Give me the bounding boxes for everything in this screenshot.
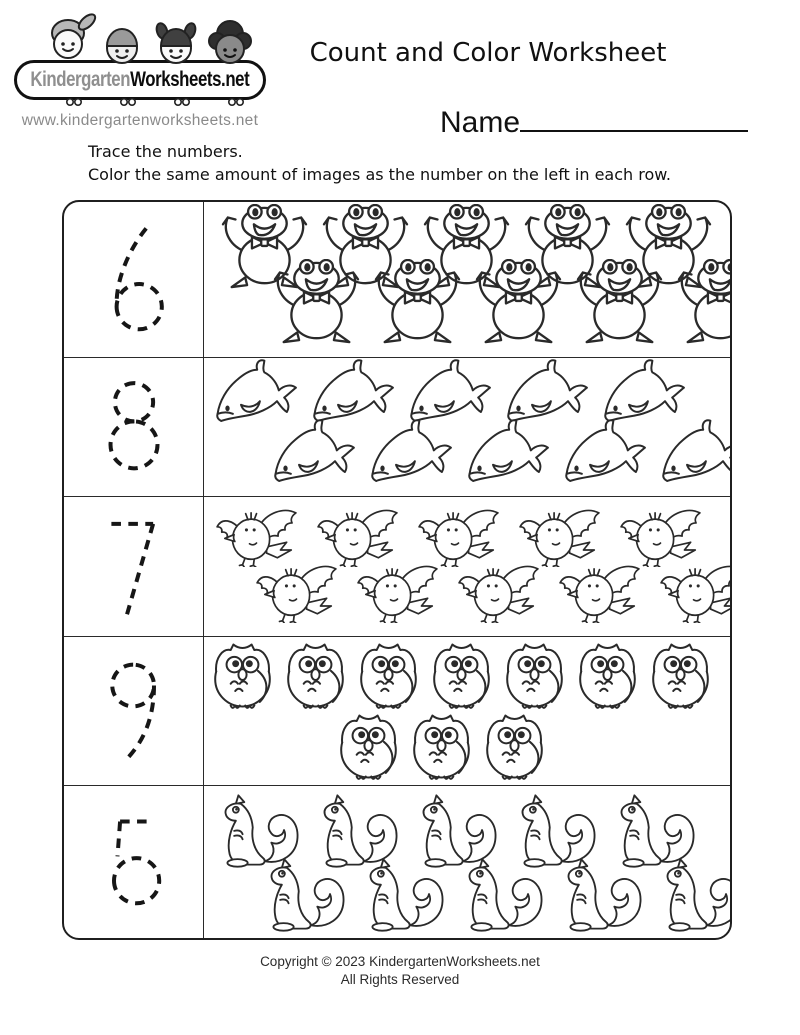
animal-cell-owl: [204, 637, 730, 785]
dashed-digit-9: [94, 647, 174, 774]
animal-sub-row-bottom: [332, 711, 730, 782]
copyright-text: Copyright © 2023 KindergartenWorksheets.net: [260, 954, 540, 969]
dolphin-image[interactable]: [652, 418, 730, 490]
kid-girl-pigtails: [155, 22, 197, 63]
frog-image[interactable]: [266, 259, 367, 344]
squirrel-image[interactable]: [553, 856, 652, 932]
rights-text: All Rights Reserved: [340, 972, 460, 988]
animal-cell-dolphin: [204, 358, 730, 496]
name-line: [440, 98, 748, 140]
dashed-digit-8: [94, 368, 174, 487]
dashed-digit-7: [94, 507, 174, 626]
owl-image[interactable]: [478, 711, 551, 782]
owl-image[interactable]: [498, 640, 571, 711]
kids-illustration: [14, 8, 266, 66]
page-title: Count and Color Worksheet: [309, 38, 667, 68]
footer: [0, 953, 800, 989]
owl-image[interactable]: [352, 640, 425, 711]
owl-image[interactable]: [206, 640, 279, 711]
logo-brand-gray: Kindergarten: [30, 68, 131, 91]
worksheet-row-frog: [64, 202, 730, 357]
dolphin-image[interactable]: [361, 418, 458, 490]
name-label: Name: [440, 106, 521, 139]
squirrel-image[interactable]: [652, 856, 730, 932]
dashed-digit-5: [94, 797, 174, 928]
trace-number-6[interactable]: [64, 202, 204, 357]
owl-image[interactable]: [332, 711, 405, 782]
trace-number-9[interactable]: [64, 637, 204, 785]
instructions: [88, 141, 748, 186]
worksheet-table: [62, 200, 732, 940]
animal-cell-bird: [204, 497, 730, 635]
frog-image[interactable]: [569, 259, 670, 344]
trace-number-5[interactable]: [64, 786, 204, 938]
bird-image[interactable]: [246, 555, 347, 623]
bird-image[interactable]: [347, 555, 448, 623]
animal-sub-row-bottom: [256, 856, 730, 932]
frog-image[interactable]: [468, 259, 569, 344]
dolphin-image[interactable]: [264, 418, 361, 490]
kid-girl-ponytail: [52, 12, 98, 58]
worksheet-row-squirrel: [64, 785, 730, 938]
owl-image[interactable]: [425, 640, 498, 711]
kid-boy-curly-hair: [209, 21, 251, 63]
animal-sub-row-bottom: [264, 418, 730, 490]
owl-image[interactable]: [644, 640, 717, 711]
logo-brand-text: [31, 68, 250, 92]
animal-sub-row-bottom: [266, 259, 730, 344]
dolphin-image[interactable]: [458, 418, 555, 490]
animal-sub-row-top: [206, 640, 730, 711]
bird-image[interactable]: [549, 555, 650, 623]
animal-cell-frog: [204, 202, 730, 357]
dashed-digit-6: [94, 213, 174, 346]
animal-cell-squirrel: [204, 786, 730, 938]
bird-image[interactable]: [650, 555, 730, 623]
owl-image[interactable]: [279, 640, 352, 711]
bird-image[interactable]: [448, 555, 549, 623]
name-blank-line[interactable]: [520, 98, 748, 132]
finger-decorations: [14, 98, 266, 112]
worksheet-row-owl: [64, 636, 730, 785]
trace-number-7[interactable]: [64, 497, 204, 635]
squirrel-image[interactable]: [454, 856, 553, 932]
kid-boy-gray-hair: [107, 29, 137, 63]
owl-image[interactable]: [405, 711, 478, 782]
logo-url: www.kindergartenworksheets.net: [21, 112, 259, 129]
frog-image[interactable]: [367, 259, 468, 344]
squirrel-image[interactable]: [256, 856, 355, 932]
logo-brand-black: Worksheets.net: [130, 68, 250, 91]
frog-image[interactable]: [670, 259, 730, 344]
instruction-line-1: Trace the numbers.: [88, 142, 243, 161]
squirrel-image[interactable]: [355, 856, 454, 932]
owl-image[interactable]: [571, 640, 644, 711]
logo-banner: [14, 60, 266, 100]
worksheet-row-dolphin: [64, 357, 730, 496]
instruction-line-2: Color the same amount of images as the number on the left in each row.: [88, 164, 671, 184]
worksheet-row-bird: [64, 496, 730, 635]
trace-number-8[interactable]: [64, 358, 204, 496]
site-logo: [14, 6, 266, 134]
dolphin-image[interactable]: [555, 418, 652, 490]
animal-sub-row-bottom: [246, 555, 730, 623]
